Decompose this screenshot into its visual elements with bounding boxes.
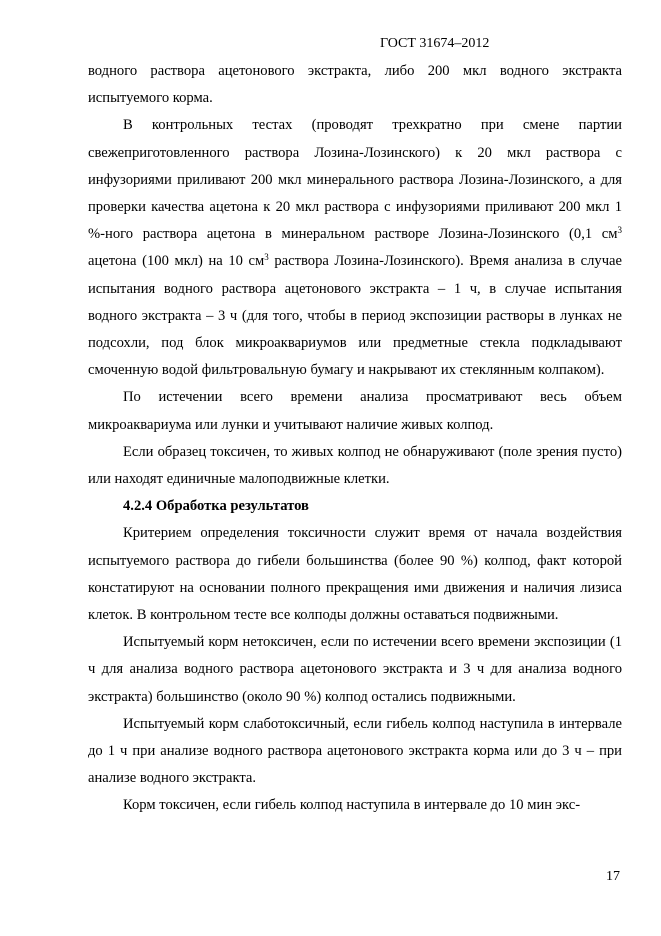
paragraph-toxic-sample: Если образец токсичен, то живых колпод не обнаруживают (поле зрения пусто) или находят единичные малоподвижные клетки. — [88, 443, 622, 488]
document-body — [88, 58, 622, 820]
paragraph-continuation: водного раствора ацетонового экстракта, либо 200 мкл водного экстракта испытуемого корма. — [88, 63, 622, 107]
paragraph-slightly-toxic: Испытуемый корм слаботоксичный, если гибель колпод наступила в интервале до 1 ч при анализе водного раствора ацетонового экстракта корма или до 3 ч – при анализе водного экстракта. — [88, 715, 622, 787]
paragraph-analysis: По истечении всего времени анализа просматривают весь объем микроаквариума или лунки и учитывают наличие живых колпод. — [88, 389, 622, 433]
paragraph-nontoxic: Испытуемый корм нетоксичен, если по истечении всего времени экспозиции (1 ч для анализа водного раствора ацетонового экстракта и 3 ч для анализа водного экстракта) большинство (около 90 %) колпод остались подвижными. — [88, 634, 622, 705]
page-number: 17 — [606, 869, 620, 884]
paragraph-criterion: Критерием определения токсичности служит время от начала воздействия испытуемого раствора до гибели большинства (более 90 %) колпод, факт которой констатируют на основании полного прекращения ими движения и наличия лизиса клеток. В контрольном тесте все колподы должны оставаться подвижными. — [88, 525, 622, 624]
section-heading: 4.2.4 Обработка результатов — [123, 498, 309, 515]
document-header: ГОСТ 31674–2012 — [380, 36, 490, 51]
paragraph-control-tests — [88, 112, 622, 384]
paragraph-text: раствора Лозина-Лозинского). Время анализа в случае испытания водного раствора ацетонового экстракта – 1 ч, в случае испытания водного экстракта – 3 ч (для того, чтобы в период экспозиции растворы в лунках не подсохли, под блок микроаквариумов или предметные стекла подкладывают смоченную водой фильтровальную бумагу и накрывают их стеклянным колпаком). — [88, 253, 622, 379]
paragraph-text: В контрольных тестах (проводят трехкратно при смене партии свежеприготовленного раствора Лозина-Лозинского) к 20 мкл раствора с инфузориями приливают 200 мкл минерального раствора Лозина-Лозинского, а для проверки качества ацетона к 20 мкл раствора с инфузориями приливают 200 мкл 1 %-ного раствора ацетона в минеральном растворе Лозина-Лозинского (0,1 см — [88, 117, 622, 243]
paragraph-text: ацетона (100 мкл) на 10 см — [88, 253, 265, 270]
superscript: 3 — [617, 225, 622, 236]
paragraph-toxic: Корм токсичен, если гибель колпод наступила в интервале до 10 мин экс- — [123, 797, 581, 814]
superscript: 3 — [264, 252, 269, 263]
